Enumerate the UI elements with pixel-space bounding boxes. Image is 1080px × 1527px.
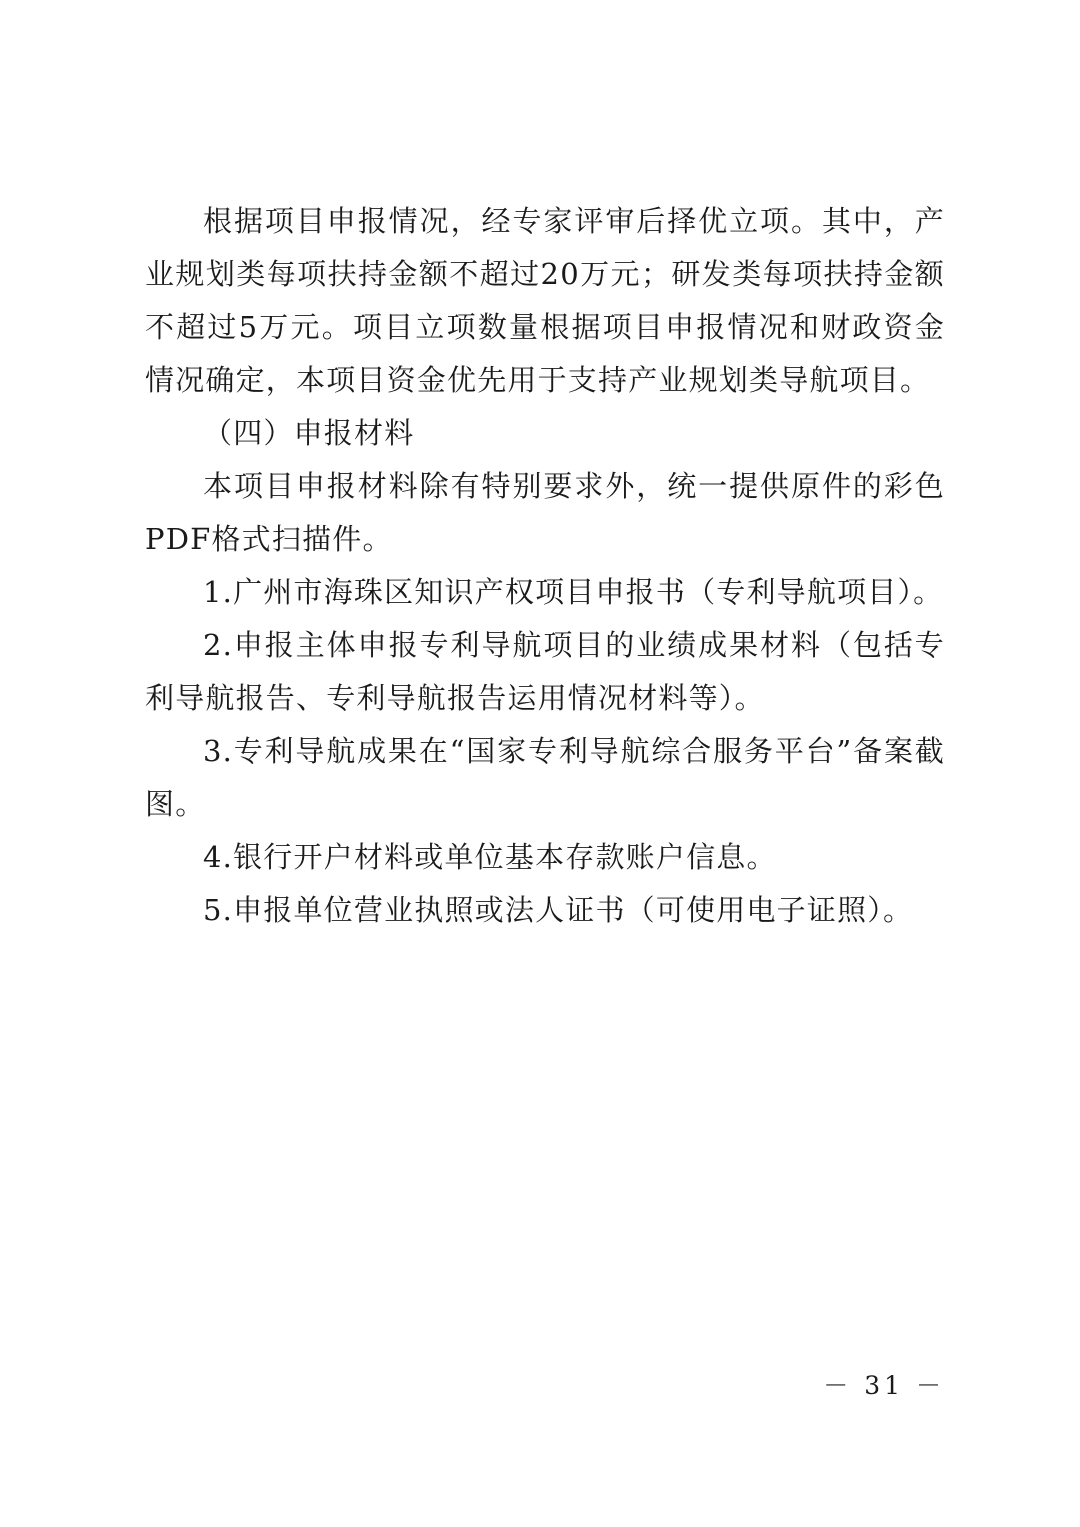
page-number: － 31 － xyxy=(823,1371,945,1400)
list-item-bank-account: 4.银行开户材料或单位基本存款账户信息。 xyxy=(203,840,777,874)
list-item-performance-materials: 2.申报主体申报专利导航项目的业绩成果材料（包括专利导航报告、专利导航报告运用情况材料等）。 xyxy=(145,628,945,715)
list-item-platform-screenshot: 3.专利导航成果在“国家专利导航综合服务平台”备案截图。 xyxy=(145,734,945,821)
paragraph-materials-format: 本项目申报材料除有特别要求外，统一提供原件的彩色PDF格式扫描件。 xyxy=(145,469,945,556)
section-heading-application-materials: （四）申报材料 xyxy=(203,416,415,450)
paragraph-funding-criteria: 根据项目申报情况，经专家评审后择优立项。其中，产业规划类每项扶持金额不超过20万元；研发类每项扶持金额不超过5万元。项目立项数量根据项目申报情况和财政资金情况确定，本项目资金优先用于支持产业规划类导航项目。 xyxy=(145,204,945,397)
document-body xyxy=(145,195,945,937)
list-item-application-form: 1.广州市海珠区知识产权项目申报书（专利导航项目）。 xyxy=(203,575,944,609)
list-item-business-license: 5.申报单位营业执照或法人证书（可使用电子证照）。 xyxy=(203,893,914,927)
